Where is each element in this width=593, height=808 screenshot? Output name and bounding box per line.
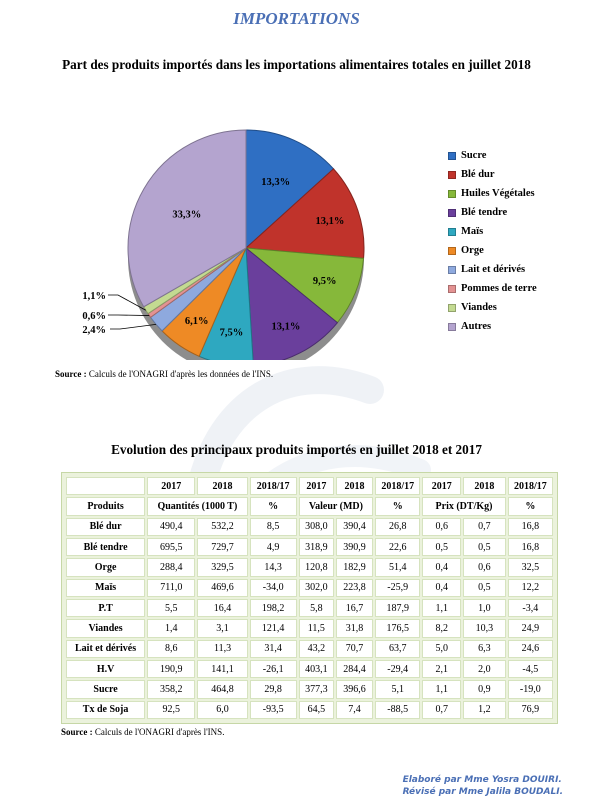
table-cell: 0,9 [463,680,506,698]
legend-item [448,279,537,298]
table-header-row [66,497,553,515]
table-cell: -3,4 [508,599,553,617]
table-row-label: Tx de Soja [66,701,145,719]
legend-item [448,222,537,241]
table-row-label: Lait et dérivés [66,640,145,658]
pie-data-label: 0,6% [82,311,106,322]
table-cell: -26,1 [250,660,297,678]
table-cell: -88,5 [375,701,420,719]
table-row-label: Blé tendre [66,538,145,556]
table-cell: 469,6 [197,579,247,597]
table-cell: 43,2 [299,640,334,658]
table-cell: 70,7 [336,640,373,658]
table-cell: 390,4 [336,518,373,536]
table-row-label: Orge [66,558,145,576]
legend-swatch [448,190,456,198]
legend-item [448,317,537,336]
table-cell: 24,9 [508,619,553,637]
legend-item [448,184,537,203]
table-cell: 24,6 [508,640,553,658]
pie-data-label: 2,4% [82,325,106,336]
legend-swatch [448,304,456,312]
table-cell: 490,4 [147,518,195,536]
table-cell: 1,1 [422,599,461,617]
table-cell: 7,4 [336,701,373,719]
table-header-cell: % [375,497,420,515]
table-cell: 0,5 [422,538,461,556]
credit-reviewer: Révisé par Mme Jalila BOUDALI. [402,787,563,797]
table-cell: 532,2 [197,518,247,536]
pie-chart-title: Part des produits importés dans les importations alimentaires totales en juillet 2018 [62,57,531,72]
legend-swatch [448,285,456,293]
table-cell: 92,5 [147,701,195,719]
table-header-cell: Quantités (1000 T) [147,497,247,515]
table-cell: 63,7 [375,640,420,658]
pie-data-label: 9,5% [312,276,337,288]
table-cell: 4,9 [250,538,297,556]
table-cell: 26,8 [375,518,420,536]
table-cell: 0,4 [422,579,461,597]
legend-swatch [448,171,456,179]
table-cell: 390,9 [336,538,373,556]
table-row [66,640,553,658]
table-cell: 182,9 [336,558,373,576]
table-row [66,558,553,576]
table-cell: 190,9 [147,660,195,678]
table-cell: -4,5 [508,660,553,678]
legend-item [448,203,537,222]
table-cell: 64,5 [299,701,334,719]
table-row [66,599,553,617]
legend-swatch [448,152,456,160]
table-row [66,518,553,536]
table-cell: 5,5 [147,599,195,617]
table-cell: 396,6 [336,680,373,698]
legend-label: Lait et dérivés [461,264,526,275]
table-cell: 0,7 [422,701,461,719]
table-cell: 29,8 [250,680,297,698]
pie-leader-line [108,315,149,316]
pie-data-label: 7,5% [219,327,244,339]
credit-author: Elaboré par Mme Yosra DOUIRI. [402,775,562,785]
table-cell: 32,5 [508,558,553,576]
table-cell: 711,0 [147,579,195,597]
table-row [66,619,553,637]
table-cell: 76,9 [508,701,553,719]
table-cell: 16,4 [197,599,247,617]
table-header-cell: 2018/17 [508,477,553,495]
table-header-cell: % [250,497,297,515]
table-header-cell: Produits [66,497,145,515]
table-cell: 0,4 [422,558,461,576]
legend-item [448,146,537,165]
table-cell: 8,6 [147,640,195,658]
table-header-cell: 2017 [147,477,195,495]
table-cell: 0,6 [422,518,461,536]
table-cell: 14,3 [250,558,297,576]
credits [403,774,563,798]
table-cell: 31,4 [250,640,297,658]
table-cell: 308,0 [299,518,334,536]
table-cell: 695,5 [147,538,195,556]
legend-swatch [448,209,456,217]
legend-label: Orge [461,245,484,256]
table-row-label: Sucre [66,680,145,698]
table-cell: 10,3 [463,619,506,637]
table-row [66,538,553,556]
table-row [66,680,553,698]
table-cell: 120,8 [299,558,334,576]
table-cell: 284,4 [336,660,373,678]
table-row [66,660,553,678]
table-header-cell: 2017 [299,477,334,495]
table-row-label: H.V [66,660,145,678]
table-cell: 198,2 [250,599,297,617]
pie-data-label: 13,3% [261,177,291,189]
table-cell: 12,2 [508,579,553,597]
legend-label: Sucre [461,150,487,161]
table-cell: 11,3 [197,640,247,658]
legend-label: Autres [461,321,492,332]
table-cell: 16,8 [508,538,553,556]
legend-swatch [448,266,456,274]
table-cell: 5,0 [422,640,461,658]
table-header-cell: 2017 [422,477,461,495]
table-header-cell: 2018 [463,477,506,495]
table-header-cell: 2018 [336,477,373,495]
table-cell: -25,9 [375,579,420,597]
table-header-cell: Prix (DT/Kg) [422,497,505,515]
table-cell: 6,0 [197,701,247,719]
pie-data-label: 6,1% [184,316,209,328]
table-cell: 1,0 [463,599,506,617]
pie-data-label: 13,1% [315,215,345,227]
table-header-cell: 2018 [197,477,247,495]
pie-leader-line [110,324,156,329]
legend-swatch [448,228,456,236]
table-cell: 22,6 [375,538,420,556]
table-cell: 5,8 [299,599,334,617]
pie-source-bold: Source : [55,369,87,379]
table-cell: 358,2 [147,680,195,698]
table-cell: 318,9 [299,538,334,556]
table-cell: -29,4 [375,660,420,678]
table-cell: 8,2 [422,619,461,637]
legend-item [448,165,537,184]
legend-item [448,298,537,317]
table-cell: 6,3 [463,640,506,658]
table-row-label: Maïs [66,579,145,597]
table-cell: 121,4 [250,619,297,637]
table-cell: 5,1 [375,680,420,698]
table-cell: 3,1 [197,619,247,637]
table-title: Evolution des principaux produits importés en juillet 2018 et 2017 [111,442,482,457]
legend-item [448,260,537,279]
table-row [66,579,553,597]
table-row [66,701,553,719]
table-header-cell: 2018/17 [375,477,420,495]
table-cell: 141,1 [197,660,247,678]
table-source-bold: Source : [61,727,93,737]
table-cell: 0,5 [463,538,506,556]
table-cell: 377,3 [299,680,334,698]
table-cell: 403,1 [299,660,334,678]
table-cell: 288,4 [147,558,195,576]
table-cell: 329,5 [197,558,247,576]
table-cell: 0,5 [463,579,506,597]
table-source-text: Calculs de l'ONAGRI d'après l'INS. [94,727,225,737]
table-row-label: Viandes [66,619,145,637]
table-row-label: P.T [66,599,145,617]
table-header-row [66,477,553,495]
table-header-cell: Valeur (MD) [299,497,373,515]
legend-label: Viandes [461,302,497,313]
table-cell: 302,0 [299,579,334,597]
table-cell: 16,8 [508,518,553,536]
legend-label: Pommes de terre [461,283,537,294]
legend-label: Maïs [461,226,484,237]
table-cell: 31,8 [336,619,373,637]
table-cell: 1,1 [422,680,461,698]
legend-label: Huiles Végétales [461,188,535,199]
pie-data-label: 33,3% [172,209,202,221]
table-cell: 729,7 [197,538,247,556]
table-header-cell: % [508,497,553,515]
legend-item [448,241,537,260]
table-cell: -34,0 [250,579,297,597]
pie-legend [448,146,537,336]
table-cell: 0,7 [463,518,506,536]
table-cell: 0,6 [463,558,506,576]
table-cell: 1,4 [147,619,195,637]
table-cell: 223,8 [336,579,373,597]
legend-swatch [448,323,456,331]
table-cell: 176,5 [375,619,420,637]
legend-label: Blé dur [461,169,495,180]
table-cell: 8,5 [250,518,297,536]
imports-table [64,475,555,721]
table-row-label: Blé dur [66,518,145,536]
pie-data-label: 13,1% [271,321,301,333]
table-cell: 2,0 [463,660,506,678]
table-cell: 11,5 [299,619,334,637]
legend-swatch [448,247,456,255]
table-cell: 464,8 [197,680,247,698]
table-cell: -93,5 [250,701,297,719]
table-cell: 16,7 [336,599,373,617]
table-source [61,727,224,737]
page-title: IMPORTATIONS [233,9,360,28]
table-cell: -19,0 [508,680,553,698]
table-cell: 187,9 [375,599,420,617]
table-cell: 2,1 [422,660,461,678]
table-header-cell [66,477,145,495]
pie-data-label: 1,1% [82,291,106,302]
data-table-frame [61,472,558,724]
table-header-cell: 2018/17 [250,477,297,495]
table-cell: 51,4 [375,558,420,576]
pie-source-text: Calculs de l'ONAGRI d'après les données de l'INS. [88,369,274,379]
legend-label: Blé tendre [461,207,508,218]
table-cell: 1,2 [463,701,506,719]
